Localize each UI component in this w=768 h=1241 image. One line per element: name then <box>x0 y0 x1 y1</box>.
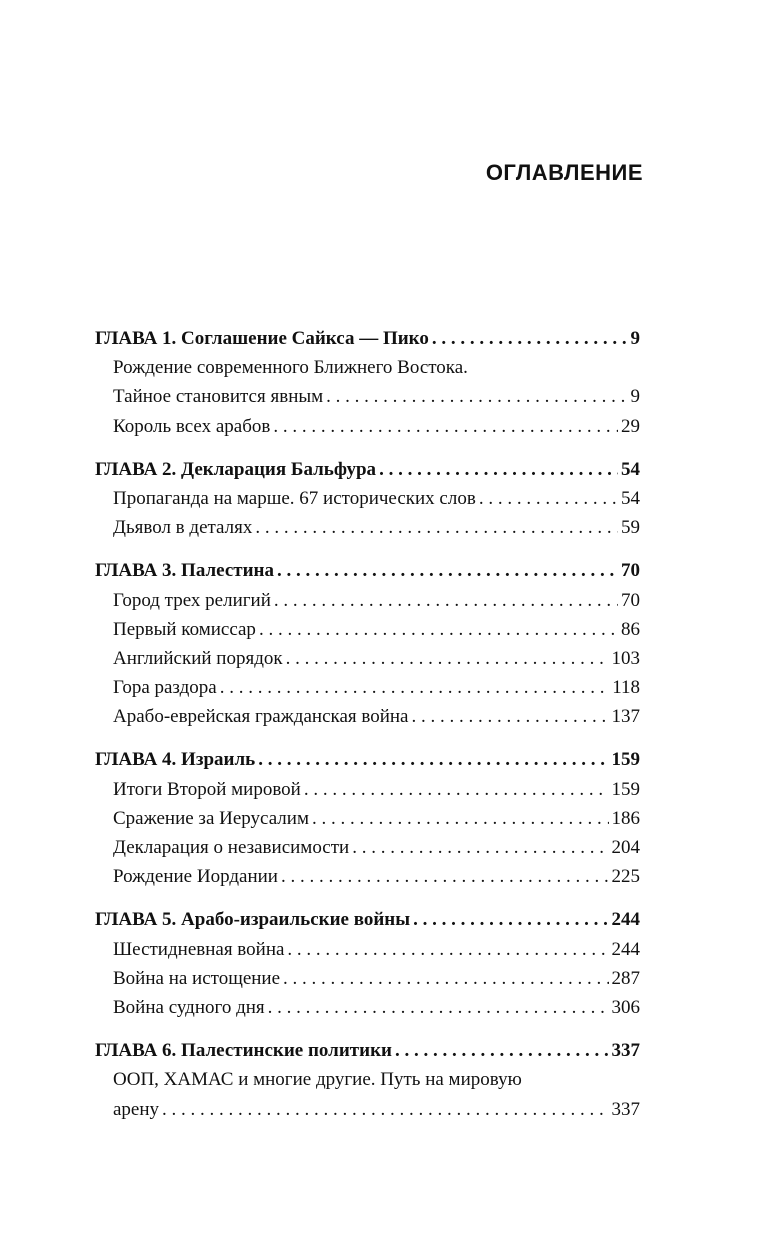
chapter-title: ГЛАВА 5. Арабо-израильские войны <box>95 909 411 931</box>
section-entry[interactable] <box>95 412 640 441</box>
section-page-number: 29 <box>621 415 640 437</box>
leader-dots <box>326 382 627 411</box>
leader-dots <box>220 673 610 702</box>
section-page-number: 186 <box>611 807 640 829</box>
leader-dots <box>259 615 618 644</box>
leader-dots <box>258 745 608 774</box>
chapter-title: ГЛАВА 3. Палестина <box>95 560 274 582</box>
section-entry[interactable] <box>95 586 640 615</box>
chapter-block <box>95 324 640 441</box>
chapter-block <box>95 556 640 731</box>
section-entry[interactable] <box>95 775 640 804</box>
leader-dots <box>268 993 609 1022</box>
section-title: Тайное становится явным <box>113 386 324 408</box>
leader-dots <box>432 324 628 353</box>
section-title: Арабо-еврейская гражданская война <box>113 706 409 728</box>
leader-dots <box>274 586 618 615</box>
chapter-entry[interactable] <box>95 556 640 585</box>
leader-dots <box>281 862 609 891</box>
chapter-entry[interactable] <box>95 745 640 774</box>
leader-dots <box>304 775 609 804</box>
section-page-number: 9 <box>630 386 640 408</box>
section-page-number: 54 <box>621 487 640 509</box>
chapter-block <box>95 905 640 1022</box>
section-page-number: 244 <box>611 938 640 960</box>
table-of-contents <box>95 324 640 1138</box>
section-title: Итоги Второй мировой <box>113 778 301 800</box>
section-title: Английский порядок <box>113 647 283 669</box>
section-entry[interactable] <box>95 644 640 673</box>
chapter-entry[interactable] <box>95 1036 640 1065</box>
chapter-entry[interactable] <box>95 324 640 353</box>
section-entry[interactable] <box>95 862 640 891</box>
section-entry-first-line[interactable] <box>95 1065 640 1094</box>
section-page-number: 118 <box>612 677 640 699</box>
leader-dots <box>352 833 608 862</box>
section-title-line: Рождение современного Ближнего Востока. <box>113 357 468 379</box>
chapter-title: ГЛАВА 4. Израиль <box>95 749 256 771</box>
chapter-block <box>95 745 640 891</box>
leader-dots <box>283 964 608 993</box>
section-entry[interactable] <box>95 993 640 1022</box>
section-page-number: 337 <box>611 1098 640 1120</box>
section-entry[interactable] <box>95 382 640 411</box>
section-entry[interactable] <box>95 833 640 862</box>
section-title: Гора раздора <box>113 677 217 699</box>
section-title: арену <box>113 1098 160 1120</box>
leader-dots <box>277 556 618 585</box>
page-title: ОГЛАВЛЕНИЕ <box>485 160 643 185</box>
section-page-number: 59 <box>621 517 640 539</box>
section-page-number: 287 <box>611 967 640 989</box>
section-page-number: 159 <box>611 778 640 800</box>
leader-dots <box>287 935 608 964</box>
leader-dots <box>379 455 618 484</box>
section-entry[interactable] <box>95 615 640 644</box>
section-page-number: 204 <box>611 837 640 858</box>
section-title: Город трех религий <box>113 589 271 611</box>
leader-dots <box>273 412 618 441</box>
chapter-block <box>95 1036 640 1124</box>
leader-dots <box>312 804 609 833</box>
section-entry-first-line[interactable] <box>95 353 640 382</box>
chapter-page-number: 70 <box>621 560 640 582</box>
section-page-number: 86 <box>621 618 640 640</box>
section-title: Первый комиссар <box>113 618 256 640</box>
section-page-number: 137 <box>611 706 640 728</box>
chapter-title: ГЛАВА 6. Палестинские политики <box>95 1040 392 1062</box>
section-entry[interactable] <box>95 1095 640 1124</box>
section-entry[interactable] <box>95 804 640 833</box>
chapter-page-number: 244 <box>611 909 640 931</box>
section-title: Рождение Иордании <box>113 866 278 888</box>
chapter-page-number: 159 <box>611 749 640 771</box>
section-title: Война судного дня <box>113 996 265 1018</box>
chapter-page-number: 337 <box>611 1040 640 1062</box>
section-title: Шестидневная война <box>113 938 285 960</box>
chapter-page-number: 54 <box>621 458 640 480</box>
chapter-entry[interactable] <box>95 905 640 934</box>
section-entry[interactable] <box>95 513 640 542</box>
leader-dots <box>411 702 608 731</box>
section-page-number: 225 <box>611 866 640 888</box>
chapter-title: ГЛАВА 2. Декларация Бальфура <box>95 458 377 480</box>
section-title: Сражение за Иерусалим <box>113 807 309 829</box>
section-entry[interactable] <box>95 673 640 702</box>
section-entry[interactable] <box>95 702 640 731</box>
section-title: Декларация о независимости <box>113 837 350 858</box>
leader-dots <box>255 513 618 542</box>
section-entry[interactable] <box>95 484 640 513</box>
leader-dots <box>395 1036 609 1065</box>
leader-dots <box>413 905 608 934</box>
section-title: Пропаганда на марше. 67 исторических слов <box>113 487 476 509</box>
section-title: Дьявол в деталях <box>113 517 253 539</box>
chapter-title: ГЛАВА 1. Соглашение Сайкса — Пико <box>95 328 429 349</box>
section-page-number: 70 <box>621 589 640 611</box>
section-entry[interactable] <box>95 964 640 993</box>
section-entry[interactable] <box>95 935 640 964</box>
section-page-number: 306 <box>611 996 640 1018</box>
chapter-page-number: 9 <box>630 328 640 349</box>
chapter-block <box>95 455 640 543</box>
section-title: Война на истощение <box>113 967 281 989</box>
leader-dots <box>479 484 618 513</box>
section-page-number: 103 <box>611 647 640 669</box>
leader-dots <box>162 1095 608 1124</box>
chapter-entry[interactable] <box>95 455 640 484</box>
section-title-line: ООП, ХАМАС и многие другие. Путь на мировую <box>113 1069 522 1091</box>
leader-dots <box>286 644 609 673</box>
section-title: Король всех арабов <box>113 415 271 437</box>
